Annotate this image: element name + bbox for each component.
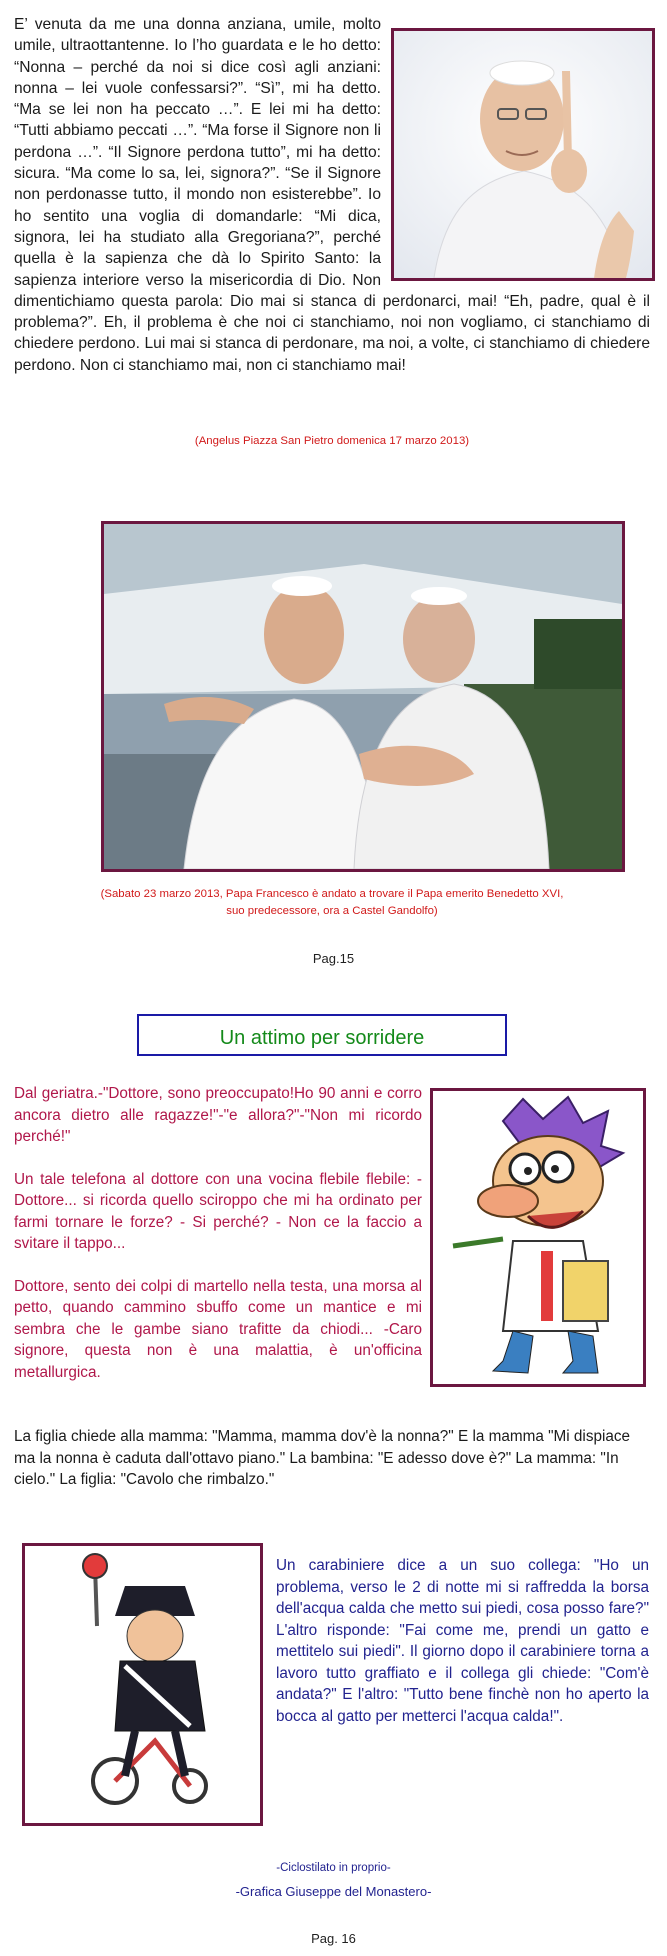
section-title: Un attimo per sorridere	[137, 1014, 507, 1056]
carabiniere-cartoon	[22, 1543, 263, 1826]
credit-grafica: -Grafica Giuseppe del Monastero-	[235, 1884, 432, 1899]
quote-text: E’ venuta da me una donna anziana, umile, molto umile, ultraottantenne. Io l’ho guardata e le ho detto: “Nonna – perché da noi si dice così agli anziani: nonna – lei vuole confessarsi?”. “Sì”, mi ha detto. “Ma se lei non ha peccato …”. E lei mi ha detto: “Tutti abbiamo peccati …”. “Ma forse il Signore non li perdona …”. “Il Signore perdona tutto”, mi ha detto: sicura. “Ma come lo sa, lei, signora?”. “Se il Signore non perdonasse tutto, il mondo non esisterebbe”. Io ho sentito una voglia di domandarle: “Mi dica, signora, lei ha studiato alla Gregoriana?”, perché quella è la sapienza che dà lo Spirito Santo: la sapienza interiore verso la misericordia di Dio. Non dimentichiamo questa parola: Dio mai si stanca di perdonarci, mai! “Eh, padre, qual è il problema?”. Eh, il problema è che noi ci stanchiamo, noi non vogliamo, ci stanchiamo di chiedere perdono. Lui mai si stanca di perdonare, ma noi, a volte, ci stanchiamo di chiedere perdono. Non ci stanchiamo mai, non ci stanchiamo mai!	[14, 16, 650, 374]
joke-martello: Dottore, sento dei colpi di martello nella testa, una morsa al petto, quando cammino sbuffo come un mantice e mi sembra che le gambe siano trafitte da chiodi... -Caro signore, questa non è una malattia, è un'officina metallurgica.	[14, 1277, 422, 1381]
credit-ciclostilato: -Ciclostilato in proprio-	[276, 1862, 391, 1874]
pope-francis-portrait	[391, 28, 655, 281]
page-number-15: Pag.15	[312, 951, 355, 966]
joke-sciroppo: Un tale telefona al dottore con una vocina flebile flebile: - Dottore... si ricorda quello sciroppo che mi ha ordinato per farmi tornare le forze? - Si perché? - Non ce la faccio a svitare il tappo...	[14, 1170, 422, 1252]
meeting-caption-line1: (Sabato 23 marzo 2013, Papa Francesco è andato a trovare il Papa emerito Benedetto XVI,	[100, 888, 564, 900]
doctor-cartoon	[430, 1088, 646, 1387]
meeting-caption-line2: suo predecessore, ora a Castel Gandolfo)	[226, 905, 438, 917]
page-number-16: Pag. 16	[311, 1931, 356, 1946]
quote-source: (Angelus Piazza San Pietro domenica 17 marzo 2013)	[194, 435, 470, 447]
joke-geriatra: Dal geriatra.-"Dottore, sono preoccupato!Ho 90 anni e corro ancora dietro alle ragazze!"-"e allora?"-"Non mi ricordo perché!"	[14, 1085, 422, 1145]
intro-quote	[14, 14, 650, 376]
meeting-caption	[14, 886, 650, 920]
popes-embrace-photo	[101, 521, 625, 872]
joke-column	[14, 1083, 422, 1383]
joke-nonna: La figlia chiede alla mamma: "Mamma, mamma dov'è la nonna?" E la mamma "Mi dispiace ma la nonna è caduta dall'ottavo piano." La bambina: "E adesso dove è?" La mamma: "In cielo." La figlia: "Cavolo che rimbalzo."	[14, 1428, 631, 1488]
joke-carabiniere: Un carabiniere dice a un suo collega: "Ho un problema, verso le 2 di notte mi si raffredda la borsa dell'acqua calda che metto sui piedi, cosa posso fare?" L'altro risponde: "Fai come me, prendi un gatto e mettitelo sui piedi". Il giorno dopo il carabiniere torna a lavoro tutto graffiato e il collega gli chiede: "Com'è andata?" E l'altro: "Tutto bene finchè non ho aperto la bocca al gatto per metterci l'acqua calda!".	[276, 1557, 649, 1725]
